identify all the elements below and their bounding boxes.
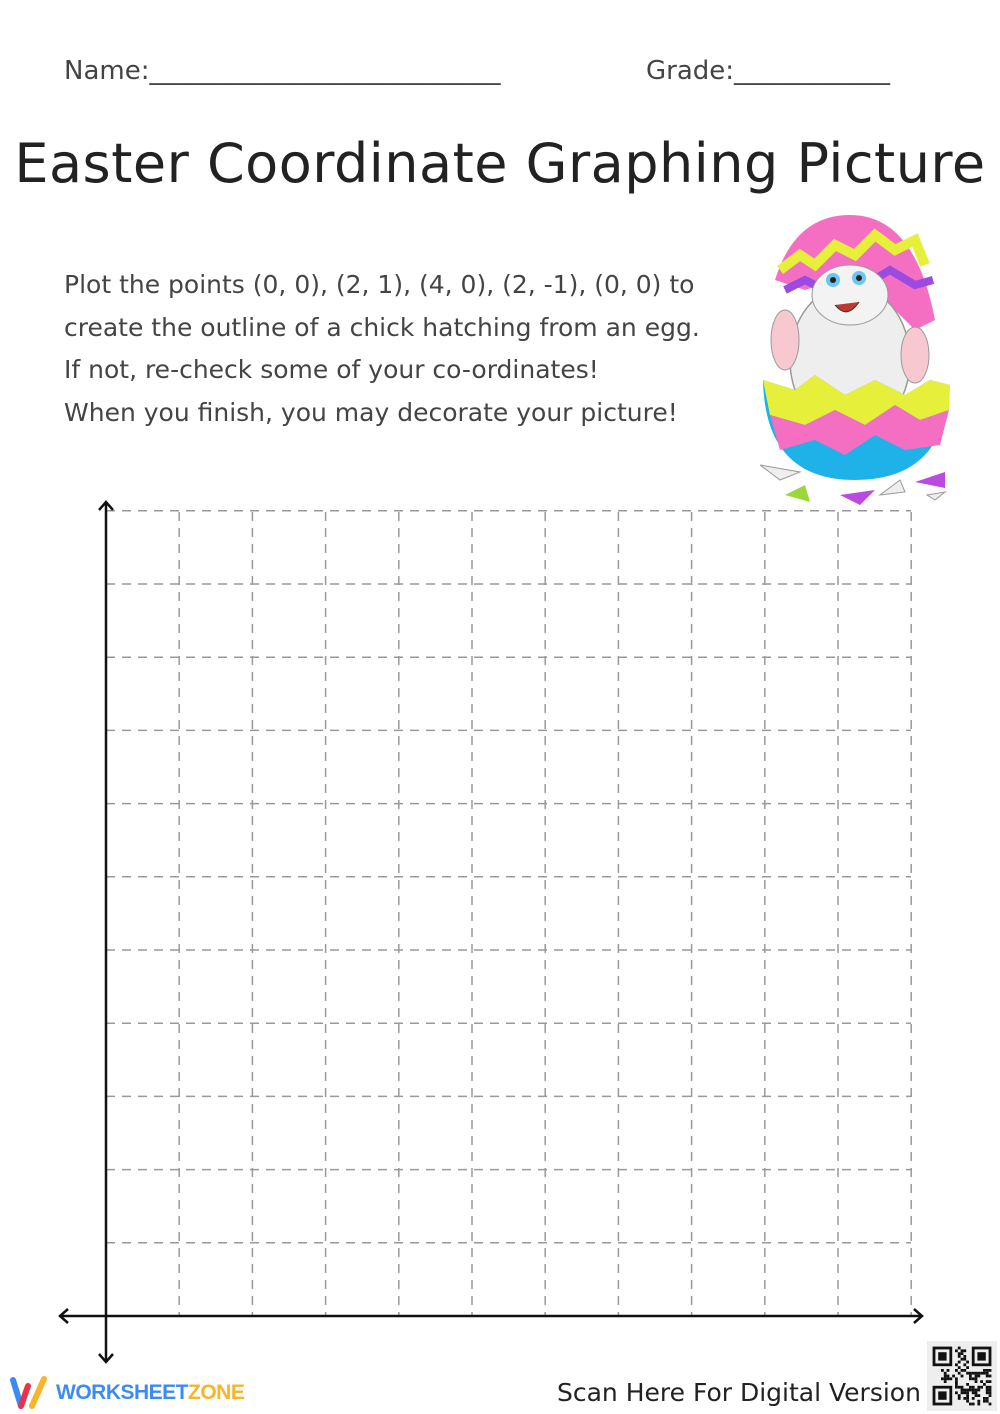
scan-text: Scan Here For Digital Version xyxy=(557,1378,921,1407)
bunny-in-egg-illustration xyxy=(755,210,955,510)
instruction-line: If not, re-check some of your co-ordinates! xyxy=(64,355,599,384)
worksheetzone-logo xyxy=(10,1376,244,1410)
instruction-line: create the outline of a chick hatching from an egg. xyxy=(64,312,700,342)
instruction-line: When you finish, you may decorate your picture! xyxy=(64,397,678,427)
logo-text-worksheet: WORKSHEET xyxy=(56,1381,188,1404)
name-field[interactable]: Name:___________________________ xyxy=(64,56,501,86)
page-title: Easter Coordinate Graphing Picture xyxy=(14,132,986,195)
instruction-line: Plot the points (0, 0), (2, 1), (4, 0), (2, -1), (0, 0) to xyxy=(64,270,695,299)
grade-field[interactable]: Grade:____________ xyxy=(646,56,891,86)
logo-text-zone: ZONE xyxy=(188,1381,245,1404)
logo-w-icon xyxy=(10,1376,50,1410)
qr-code[interactable] xyxy=(927,1341,997,1411)
instructions xyxy=(64,264,700,434)
